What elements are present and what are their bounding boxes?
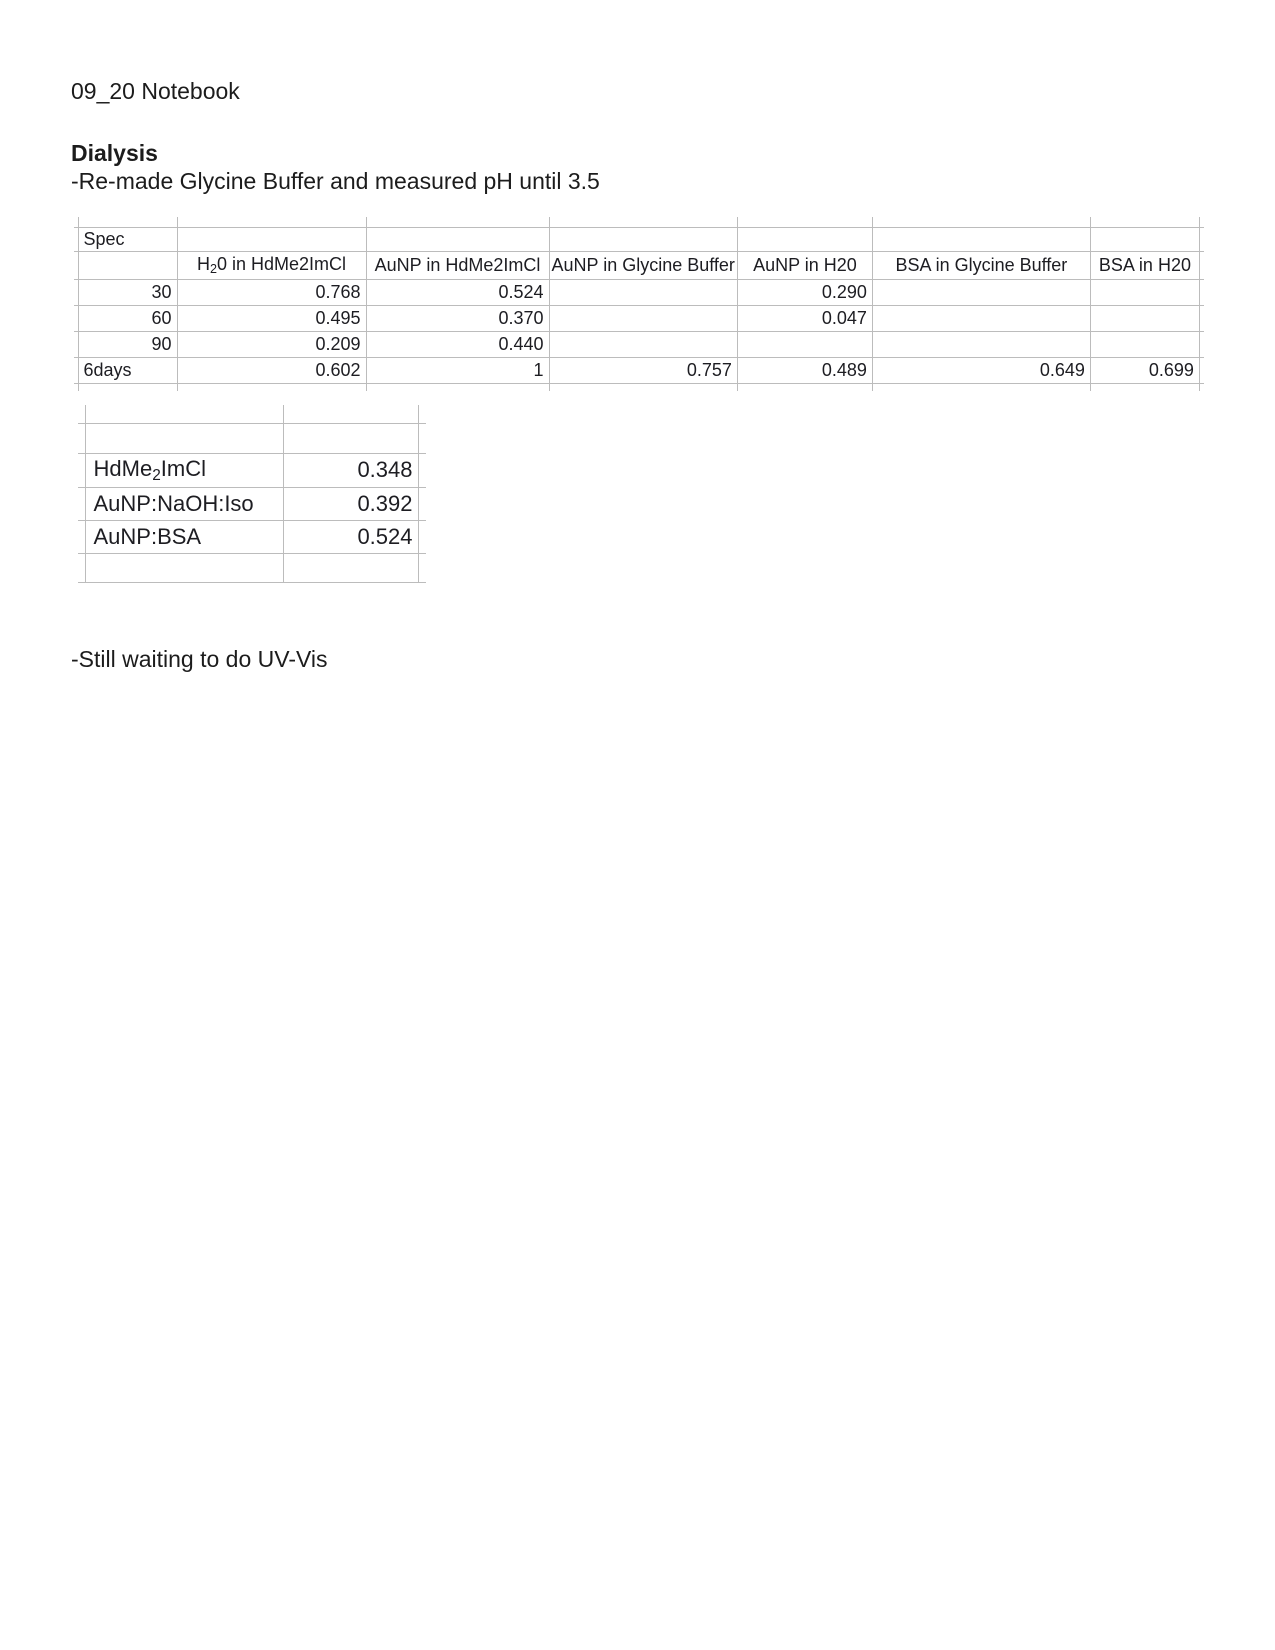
spec-cell: 0.768: [177, 279, 366, 305]
spec-cell: [549, 331, 737, 357]
grid-tick: [549, 383, 737, 391]
spec-cell: 0.495: [177, 305, 366, 331]
empty-cell: [549, 227, 737, 251]
section-heading: Dialysis: [71, 140, 158, 166]
ratio-label: [85, 453, 283, 487]
grid-sliver: [418, 453, 426, 487]
spec-cell: 0.290: [737, 279, 872, 305]
empty-cell: [737, 227, 872, 251]
grid-sliver: [418, 423, 426, 453]
empty-cell: [283, 423, 418, 453]
spec-cell: [1090, 279, 1199, 305]
corner-label: Spec: [78, 227, 177, 251]
table-row: [78, 453, 426, 487]
spec-cell: [737, 331, 872, 357]
table-row: [74, 331, 1204, 357]
grid-tick: [177, 217, 366, 227]
empty-cell: [1090, 227, 1199, 251]
grid-sliver: [418, 487, 426, 520]
empty-cell: [78, 251, 177, 279]
ratio-value: 0.524: [283, 520, 418, 553]
grid-sliver: [78, 487, 85, 520]
table-row: [78, 405, 426, 423]
col-header: [177, 251, 366, 279]
table-row: [74, 357, 1204, 383]
spec-cell: [872, 305, 1090, 331]
ratio-label: AuNP:BSA: [85, 520, 283, 553]
row-label: 90: [78, 331, 177, 357]
spec-cell: 1: [366, 357, 549, 383]
grid-tick: [1199, 383, 1204, 391]
empty-cell: [872, 227, 1090, 251]
table-header-row: [74, 251, 1204, 279]
spec-cell: [549, 279, 737, 305]
col-header-text: 0 in HdMe2ImCl: [216, 253, 347, 274]
ratio-value: 0.392: [283, 487, 418, 520]
grid-sliver: [78, 553, 85, 582]
grid-tick: [366, 383, 549, 391]
grid-sliver: [1199, 251, 1204, 279]
spec-cell: [1090, 305, 1199, 331]
col-header: AuNP in Glycine Buffer: [549, 251, 737, 279]
col-header: AuNP in HdMe2ImCl: [366, 251, 549, 279]
row-label: 6days: [78, 357, 177, 383]
spec-cell: 0.602: [177, 357, 366, 383]
empty-cell: [85, 553, 283, 582]
grid-sliver: [78, 453, 85, 487]
spec-cell: 0.489: [737, 357, 872, 383]
empty-cell: [85, 423, 283, 453]
grid-sliver: [1199, 305, 1204, 331]
spec-cell: [1090, 331, 1199, 357]
grid-tick: [737, 217, 872, 227]
spec-cell: 0.209: [177, 331, 366, 357]
grid-tick: [85, 405, 283, 423]
grid-tick: [78, 217, 177, 227]
table-row: [74, 279, 1204, 305]
grid-tick: [872, 383, 1090, 391]
grid-sliver: [1199, 279, 1204, 305]
col-header: BSA in Glycine Buffer: [872, 251, 1090, 279]
grid-sliver: [78, 520, 85, 553]
note-uv-vis: -Still waiting to do UV-Vis: [71, 646, 328, 672]
ratio-label-text: HdMe: [93, 455, 153, 481]
col-header: AuNP in H20: [737, 251, 872, 279]
table-row: [78, 487, 426, 520]
spec-cell: 0.047: [737, 305, 872, 331]
grid-tick: [283, 405, 418, 423]
absorbance-ratio-table: [78, 405, 426, 583]
row-label: 60: [78, 305, 177, 331]
ratio-value: 0.348: [283, 453, 418, 487]
doc-title: 09_20 Notebook: [71, 78, 240, 104]
spec-cell: [872, 279, 1090, 305]
spec-cell: [549, 305, 737, 331]
col-header: BSA in H20: [1090, 251, 1199, 279]
grid-tick: [1090, 383, 1199, 391]
spec-cell: 0.757: [549, 357, 737, 383]
grid-sliver: [1199, 331, 1204, 357]
table-row: [74, 227, 1204, 251]
spec-results-table: [74, 217, 1204, 391]
grid-tick: [1090, 217, 1199, 227]
spec-cell: 0.370: [366, 305, 549, 331]
grid-tick: [78, 405, 85, 423]
subscript: 2: [152, 466, 161, 484]
empty-cell: [177, 227, 366, 251]
grid-sliver: [78, 423, 85, 453]
note-glycine-buffer: -Re-made Glycine Buffer and measured pH until 3.5: [71, 168, 600, 194]
ratio-label-text: ImCl: [160, 455, 206, 481]
table-row: [78, 520, 426, 553]
grid-sliver: [418, 553, 426, 582]
table-row: [74, 217, 1204, 227]
grid-tick: [78, 383, 177, 391]
spec-cell: 0.440: [366, 331, 549, 357]
grid-tick: [177, 383, 366, 391]
grid-tick: [366, 217, 549, 227]
grid-tick: [1199, 217, 1204, 227]
spec-cell: 0.524: [366, 279, 549, 305]
page-container: [71, 78, 240, 106]
spec-cell: [872, 331, 1090, 357]
ratio-label: AuNP:NaOH:Iso: [85, 487, 283, 520]
table-row: [74, 305, 1204, 331]
col-header-text: H: [196, 253, 210, 274]
grid-sliver: [1199, 357, 1204, 383]
grid-sliver: [1199, 227, 1204, 251]
grid-tick: [872, 217, 1090, 227]
table-row: [78, 423, 426, 453]
grid-tick: [549, 217, 737, 227]
subscript: 2: [209, 262, 217, 277]
grid-sliver: [418, 520, 426, 553]
table-row: [74, 383, 1204, 391]
empty-cell: [283, 553, 418, 582]
spec-cell: 0.699: [1090, 357, 1199, 383]
table-row: [78, 553, 426, 582]
grid-tick: [418, 405, 426, 423]
grid-tick: [737, 383, 872, 391]
empty-cell: [366, 227, 549, 251]
spec-cell: 0.649: [872, 357, 1090, 383]
row-label: 30: [78, 279, 177, 305]
